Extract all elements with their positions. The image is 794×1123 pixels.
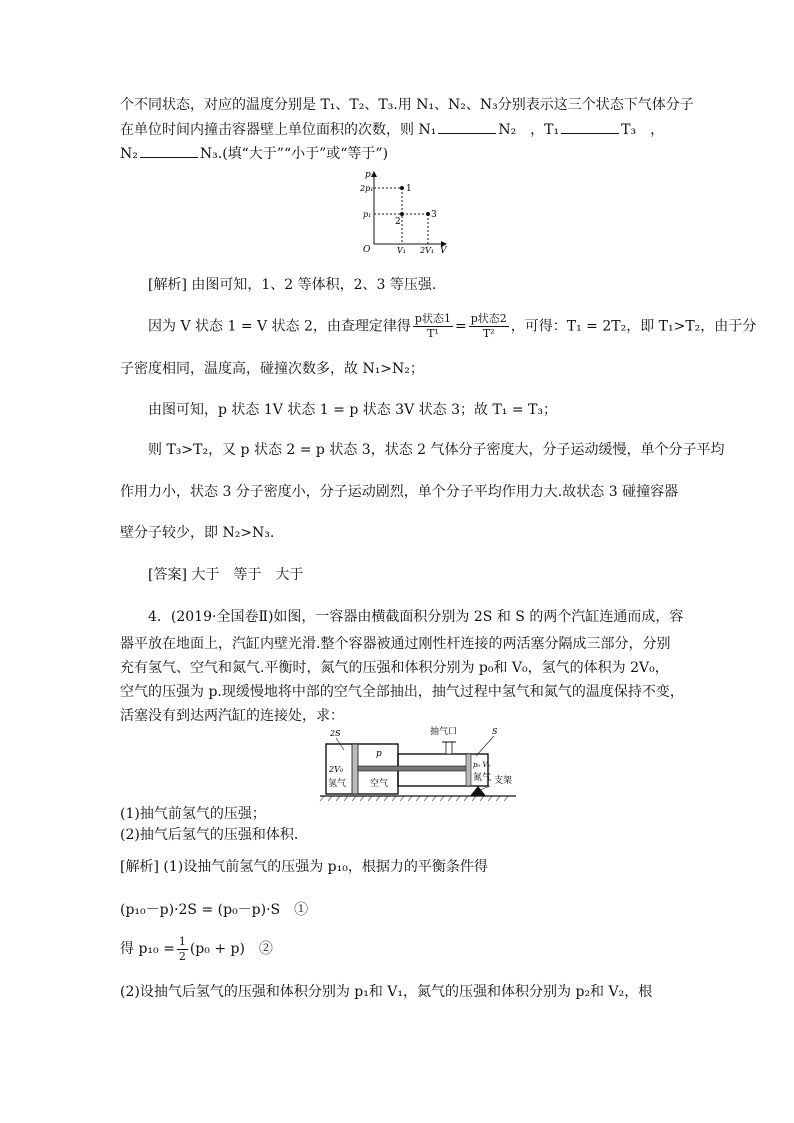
piston-rod — [358, 766, 468, 771]
label-o: O — [363, 245, 371, 254]
sol4-line-2: (2)设抽气后氢气的压强和体积分别为 p₁和 V₁，氮气的压强和体积分别为 p₂和 V₂，根 — [120, 984, 653, 1000]
label-nitrogen: 氮气 — [473, 773, 492, 783]
cylinder-figure — [318, 720, 518, 802]
q4-line-2: 器平放在地面上，汽缸内壁光滑.整个容器被通过刚性杆连接的两活塞分隔成三部分，分别 — [120, 636, 671, 652]
label-hydrogen: 氢气 — [328, 779, 347, 789]
label-pt3: 3 — [431, 210, 437, 220]
sol3-line-1: [解析] 由图可知，1、2 等体积，2、3 等压强. — [148, 277, 437, 293]
q4-line-1: 4．(2019·全国卷Ⅱ)如图，一容器由横截面积分别为 2S 和 S 的两个汽缸连通而成，容 — [148, 609, 684, 625]
point-3 — [426, 212, 430, 216]
sol3-answer: [答案] 大于 等于 大于 — [148, 567, 304, 583]
label-p: p — [376, 749, 382, 759]
fraction-half — [177, 935, 188, 964]
label-outlet: 抽气口 — [430, 727, 458, 737]
answer-blank-3[interactable] — [140, 143, 198, 158]
fraction-1-den: T¹ — [427, 327, 439, 340]
label-p0v0: p₀ V₀ — [473, 761, 491, 769]
pv-graph — [360, 168, 450, 254]
q3-line-2 — [120, 119, 664, 140]
label-2v0: 2V₀ — [329, 765, 344, 774]
fraction-2-den: T² — [482, 327, 495, 340]
q4-line-5: 活塞没有到达两汽缸的连接处，求： — [120, 708, 344, 724]
fraction-half-den: 2 — [178, 949, 186, 963]
sol3-line-2-a: 因为 V 状态 1 = V 状态 2，由查理定律得 — [148, 318, 411, 335]
fraction-half-num: 1 — [178, 934, 186, 948]
sol3-line-2 — [148, 312, 756, 341]
q3-line-2-a: 在单位时间内撞击容器壁上单位面积的次数，则 N₁ — [120, 122, 437, 138]
q4-sub-2: (2)抽气后氢气的压强和体积. — [120, 827, 299, 843]
support-stand — [470, 786, 486, 796]
sol4-eq-2-a: 得 p₁₀ = — [120, 941, 175, 957]
sol3-line-4: 由图可知，p 状态 1V 状态 1 = p 状态 3V 状态 3；故 T₁ = T₃； — [148, 402, 557, 418]
q3-line-2-b: N₂ ，T₁ — [498, 122, 560, 138]
label-stand: 支架 — [494, 776, 513, 786]
q3-line-2-c: T₃ ， — [621, 122, 665, 138]
label-v1: V₁ — [397, 246, 406, 254]
label-p: p — [365, 170, 371, 180]
label-2p1: 2p₁ — [360, 184, 374, 193]
label-v: V — [440, 246, 447, 254]
sol3-eq: = — [454, 318, 467, 335]
label-pt1: 1 — [406, 184, 412, 194]
answer-blank-1[interactable] — [438, 119, 496, 134]
q3-line-3-b: N₃.(填“大于”“小于”或“等于”) — [199, 146, 389, 162]
q4-line-4: 空气的压强为 p.现缓慢地将中部的空气全部抽出，抽气过程中氢气和氮气的温度保持不变， — [120, 684, 684, 700]
sol3-line-7: 壁分子较少，即 N₂>N₃. — [120, 525, 275, 541]
answer-blank-2[interactable] — [561, 119, 619, 134]
label-2v1: 2V₁ — [420, 246, 435, 254]
q3-line-3 — [120, 143, 388, 164]
sol4-eq-2 — [120, 934, 273, 964]
q3-line-1: 个不同状态，对应的温度分别是 T₁、T₂、T₃.用 N₁、N₂、N₃分别表示这三个状态下气体分子 — [120, 97, 694, 113]
label-s: S — [492, 727, 498, 736]
sol4-line-1: [解析] (1)设抽气前氢气的压强为 p₁₀，根据力的平衡条件得 — [120, 859, 488, 875]
label-2s: 2S — [330, 729, 341, 738]
point-2 — [400, 212, 404, 216]
label-p1: p₁ — [363, 210, 372, 219]
large-cylinder-wall — [352, 744, 358, 794]
sol3-line-3: 子密度相同，温度高，碰撞次数多，故 N₁>N₂； — [120, 361, 424, 377]
q4-line-3: 充有氢气、空气和氮气.平衡时，氮气的压强和体积分别为 p₀和 V₀，氢气的体积为 2V₀， — [120, 660, 669, 676]
fraction-1-num: p状态1 — [414, 312, 451, 325]
label-pt2: 2 — [395, 217, 401, 227]
outlet-pipe — [446, 742, 452, 754]
fraction-2 — [469, 312, 509, 341]
q4-sub-1: (1)抽气前氢气的压强； — [120, 806, 266, 822]
q3-line-3-a: N₂ — [120, 146, 138, 162]
sol4-eq-2-b: (p₀ + p) ② — [189, 941, 273, 957]
point-1 — [400, 186, 404, 190]
sol3-line-2-b: ，可得：T₁ = 2T₂，即 T₁>T₂，由于分 — [510, 318, 757, 335]
sol3-line-5: 则 T₃>T₂，又 p 状态 2 = p 状态 3，状态 2 气体分子密度大，分子运动缓慢，单个分子平均 — [148, 442, 725, 458]
small-piston — [466, 754, 471, 786]
sol3-line-6: 作用力小，状态 3 分子密度小，分子运动剧烈，单个分子平均作用力大.故状态 3 碰撞容器 — [120, 484, 679, 500]
label-air: 空气 — [370, 779, 389, 789]
sol4-eq-1: (p₁₀－p)·2S = (p₀－p)·S ① — [120, 902, 309, 918]
fraction-1 — [413, 312, 453, 341]
fraction-2-num: p状态2 — [470, 312, 507, 325]
